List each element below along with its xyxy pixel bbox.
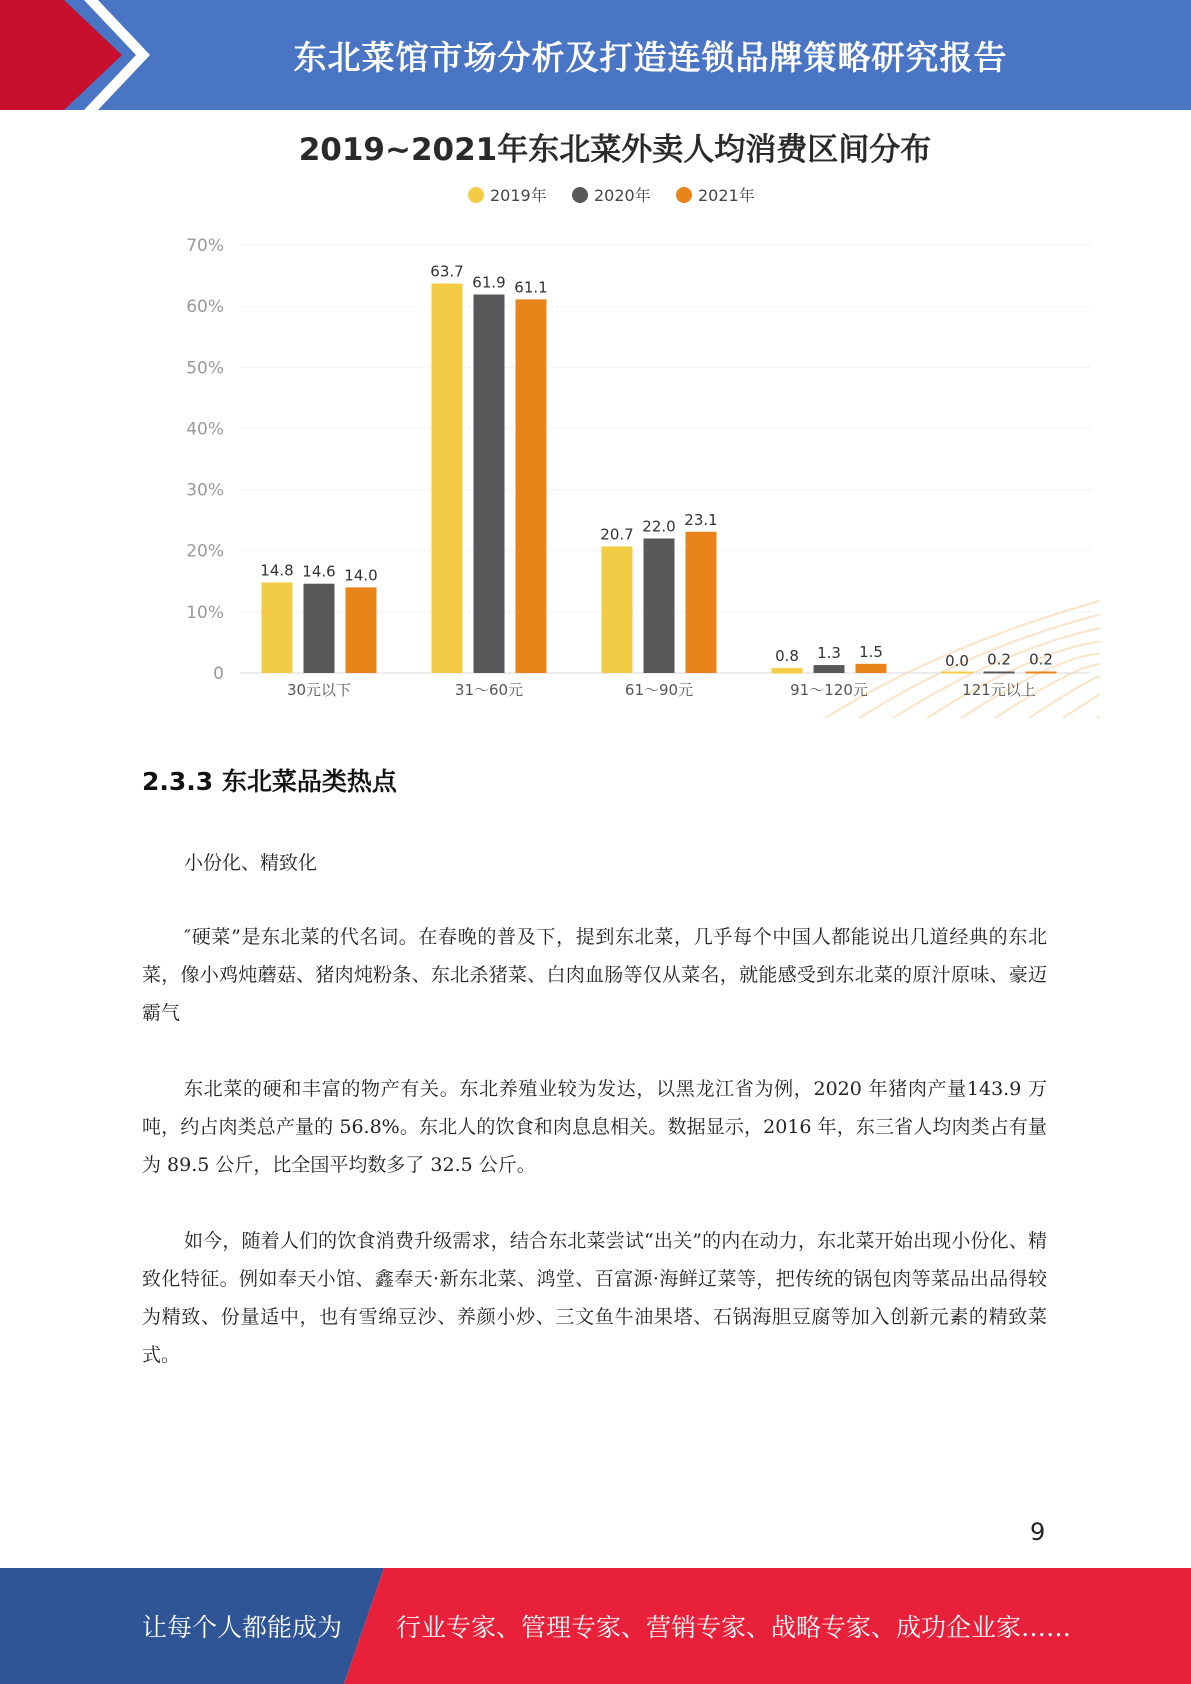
x-category-label: 121元以上 xyxy=(962,681,1036,699)
bar-value-label: 22.0 xyxy=(642,517,676,536)
bar-value-label: 0.2 xyxy=(987,650,1011,669)
paragraph-3: 如今，随着人们的饮食消费升级需求，结合东北菜尝试“出关”的内在动力，东北菜开始出现小份化、精致化特征。例如奉天小馆、鑫奉天·新东北菜、鸿堂、百富源·海鲜辽菜等，把传统的锅包肉等菜品出品得较为精致、份量适中，也有雪绵豆沙、养颜小炒、三文鱼牛油果塔、石锅海胆豆腐等加入创新元素的精致菜式。 xyxy=(142,1230,1047,1366)
x-category-label: 61～90元 xyxy=(624,681,694,699)
bar xyxy=(262,583,293,673)
y-tick-label: 20% xyxy=(186,541,224,562)
page-header xyxy=(0,0,1191,110)
y-tick-label: 50% xyxy=(186,358,224,379)
footer-slogan-right: 行业专家、管理专家、营销专家、战略专家、成功企业家…… xyxy=(396,1613,1072,1642)
bar-value-label: 1.3 xyxy=(817,644,841,663)
paragraph-2: 东北菜的硬和丰富的物产有关。东北养殖业较为发达，以黑龙江省为例，2020 年猪肉产量143.9 万吨，约占肉类总产量的 56.8%。东北人的饮食和肉息息相关。数据显示，2016 年，东三省人均肉类占有量为 89.5 公斤，比全国平均数多了 32.5 公斤。 xyxy=(142,1078,1047,1176)
legend-swatch xyxy=(468,187,484,203)
legend-swatch xyxy=(676,187,692,203)
bar xyxy=(346,587,377,673)
bar-value-label: 14.8 xyxy=(260,561,294,580)
y-tick-label: 10% xyxy=(186,602,224,623)
legend-swatch xyxy=(572,187,588,203)
section-heading: 2.3.3 东北菜品类热点 xyxy=(142,767,397,796)
bar xyxy=(686,532,717,673)
bar xyxy=(814,665,845,673)
y-tick-label: 70% xyxy=(186,236,224,256)
bar-value-label: 0.8 xyxy=(775,647,799,666)
y-axis xyxy=(186,236,224,684)
report-title: 东北菜馆市场分析及打造连锁品牌策略研究报告 xyxy=(293,37,1008,77)
legend-label: 2021年 xyxy=(698,186,755,205)
page-footer xyxy=(0,1568,1191,1684)
bar-value-label: 20.7 xyxy=(600,525,634,544)
subsection-title: 小份化、精致化 xyxy=(184,852,318,874)
page-number: 9 xyxy=(1030,1518,1046,1546)
bar xyxy=(474,295,505,673)
chart-legend xyxy=(468,186,755,205)
bar-value-label: 1.5 xyxy=(859,642,883,661)
legend-label: 2019年 xyxy=(490,186,547,205)
chart-title: 2019~2021年东北菜外卖人均消费区间分布 xyxy=(298,132,932,168)
bar xyxy=(304,584,335,673)
x-category-label: 30元以下 xyxy=(286,681,352,699)
bar-value-label: 14.0 xyxy=(344,566,378,585)
chart-svg xyxy=(170,128,1100,718)
bar-value-label: 61.9 xyxy=(472,273,506,292)
y-tick-label: 30% xyxy=(186,480,224,501)
bar-value-label: 23.1 xyxy=(684,510,718,529)
bar xyxy=(516,299,547,673)
header-arrow-decoration xyxy=(0,0,190,110)
paragraph-1: ″硬菜”是东北菜的代名词。在春晚的普及下，提到东北菜，几乎每个中国人都能说出几道经典的东北菜，像小鸡炖蘑菇、猪肉炖粉条、东北杀猪菜、白肉血肠等仅从菜名，就能感受到东北菜的原汁原味、豪迈霸气 xyxy=(142,926,1047,1024)
bar-value-label: 61.1 xyxy=(514,278,548,297)
x-category-label: 91～120元 xyxy=(790,681,868,699)
bar xyxy=(432,284,463,673)
bar xyxy=(602,546,633,673)
bar-value-label: 63.7 xyxy=(430,262,464,281)
y-tick-label: 0 xyxy=(213,664,224,684)
bar xyxy=(856,664,887,673)
bar xyxy=(644,538,675,673)
x-category-label: 31～60元 xyxy=(454,681,524,699)
bar-value-label: 0.2 xyxy=(1029,650,1053,669)
y-tick-label: 60% xyxy=(186,297,224,318)
y-tick-label: 40% xyxy=(186,419,224,440)
legend-label: 2020年 xyxy=(594,186,651,205)
footer-slogan-left: 让每个人都能成为 xyxy=(142,1613,343,1642)
bar-chart xyxy=(170,128,1100,718)
bar-value-label: 14.6 xyxy=(302,562,336,581)
bar-value-label: 0.0 xyxy=(945,652,969,670)
x-axis xyxy=(287,681,1036,699)
decoration-stripe xyxy=(1048,678,1100,718)
